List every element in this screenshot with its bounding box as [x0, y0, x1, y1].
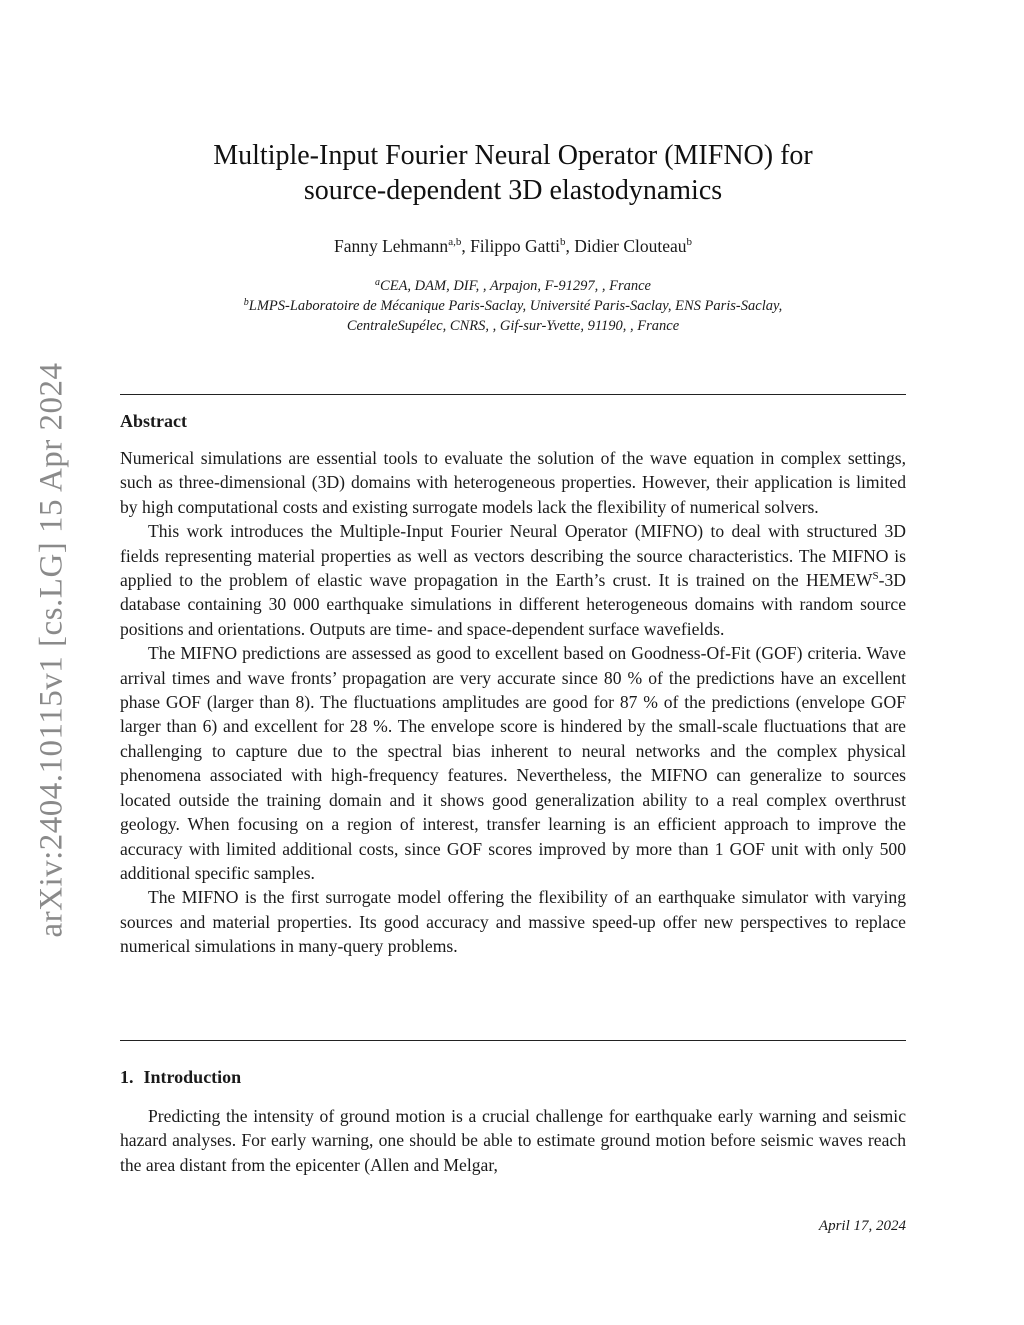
abstract-top-rule: [120, 394, 906, 395]
title-line-1: Multiple-Input Fourier Neural Operator (MIFNO) for: [213, 140, 813, 171]
author-name: Didier Clouteau: [574, 236, 687, 256]
author-affil-mark: b: [686, 236, 693, 248]
abstract-paragraph: This work introduces the Multiple-Input Fourier Neural Operator (MIFNO) to deal with structured 3D fields representing material properties as well as vectors describing the source characteristics. The MIFNO is applied to the problem of elastic wave propagation in the Earth’s crust. It is trained on the $HEMEW^S-3D$ database containing 30 000 earthquake simulations in different heterogeneous domains with random source positions and orientations. Outputs are time- and space-dependent surface wavefields.: [120, 521, 906, 639]
title-line-2: source-dependent 3D elastodynamics: [303, 175, 723, 206]
section-title: Introduction: [143, 1067, 242, 1087]
abstract-paragraph: Numerical simulations are essential tools to evaluate the solution of the wave equation in complex settings, such as three-dimensional (3D) domains with heterogeneous properties. However, their application is limited by high computational costs and existing surrogate models lack the flexibility of numerical solvers.: [120, 448, 906, 517]
abstract-paragraph: The MIFNO is the first surrogate model offering the flexibility of an earthquake simulator with varying sources and material properties. Its good accuracy and massive speed-up offer new perspectives to replace numerical simulations in many-query problems.: [120, 887, 906, 957]
author-name: Filippo Gatti: [470, 236, 561, 256]
affiliation-line: CentraleSupélec, CNRS, , Gif-sur-Yvette, 91190, , France: [346, 318, 680, 334]
abstract-bottom-rule: [120, 1040, 906, 1041]
abstract-paragraph: The MIFNO predictions are assessed as good to excellent based on Goodness-Of-Fit (GOF) criteria. Wave arrival times and wave fronts’ propagation are very accurate since 80 % of the predictions have an excellent phase GOF (larger than 8). The fluctuations amplitudes are good for 87 % of the predictions (envelope GOF larger than 6) and excellent for 28 %. The envelope score is hindered by the small-scale fluctuations that are challenging to capture due to the spectral bias inherent to neural networks and the complex physical phenomena associated with high-frequency features. Nevertheless, the MIFNO can generalize to sources located outside the training domain and it shows good generalization ability to a real complex overthrust geology. When focusing on a region of interest, transfer learning is an efficient approach to improve the accuracy with limited additional costs, since GOF scores improved by more than 1 GOF unit with only 500 additional specific samples.: [120, 643, 906, 883]
author-name: Fanny Lehmann: [333, 236, 449, 256]
section-number: 1.: [120, 1067, 134, 1087]
author-affil-mark: b: [560, 236, 566, 248]
section-heading-introduction: [120, 1067, 241, 1088]
affiliation-line: $^a$CEA, DAM, DIF, , Arpajon, F-91297, , France: [375, 277, 651, 294]
body-paragraph: Predicting the intensity of ground motion is a crucial challenge for earthquake early warning and seismic hazard analyses. For early warning, one should be able to estimate ground motion before seismic waves reach the area distant from the epicenter (Allen and Melgar,: [120, 1106, 906, 1175]
arxiv-identifier: arXiv:2404.10115v1 [cs.LG] 15 Apr 2024: [33, 362, 70, 938]
introduction-body: [120, 1104, 906, 1177]
affiliation-list: [120, 276, 906, 336]
affiliation-mark: a: [375, 277, 381, 288]
affiliation-mark: b: [243, 297, 249, 308]
document-date: April 17, 2024: [818, 1218, 906, 1234]
author-list: Fanny Lehmann$^{a,b}$, Filippo Gatti$^b$, Didier Clouteau$^b$: [333, 236, 693, 256]
paper-title: [120, 138, 906, 208]
abstract-heading: Abstract: [120, 411, 187, 431]
author-affil-mark: a,b: [448, 236, 462, 248]
abstract-body: [120, 446, 906, 959]
affiliation-line: $^b$LMPS-Laboratoire de Mécanique Paris-Saclay, Université Paris-Saclay, ENS Paris-Saclay,: [243, 297, 783, 314]
